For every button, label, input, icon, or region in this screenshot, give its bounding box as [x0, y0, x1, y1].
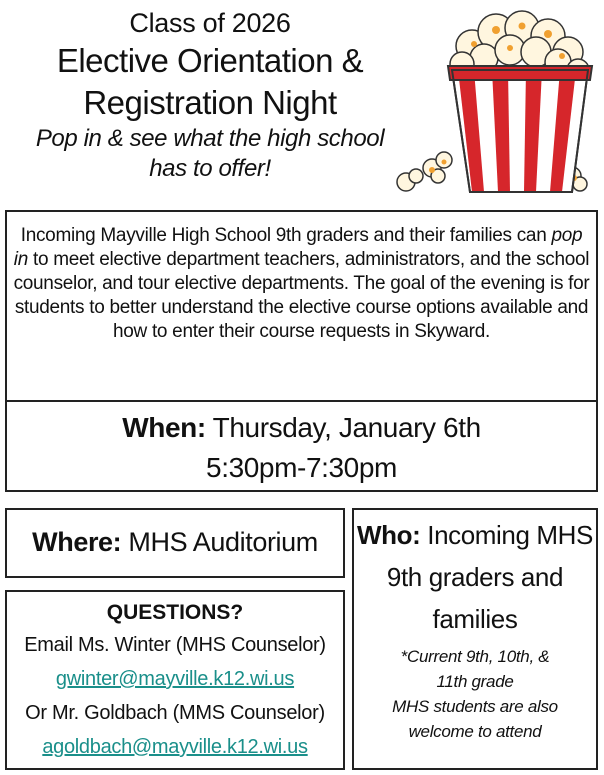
where-value: MHS Auditorium: [128, 527, 318, 557]
who-note: [354, 644, 596, 744]
popcorn-bucket-icon: [392, 0, 602, 200]
when-label: When:: [122, 412, 206, 443]
description-part1: Incoming Mayville High School 9th graders and their families can: [20, 225, 552, 246]
who-value-line2: 9th graders and: [386, 562, 564, 592]
where-line: [7, 510, 343, 574]
questions-box: [5, 590, 345, 770]
who-value-line3: families: [432, 604, 518, 634]
description-part2: to meet elective department teachers, administrators, and the school counselor, and tour elective departments. The goal of the evening is for students to better understand the elective course options available and how to enter their course requests in Skyward.: [13, 249, 590, 342]
who-value-line1: Incoming MHS: [427, 520, 593, 550]
questions-heading: QUESTIONS?: [106, 601, 244, 624]
event-description: [7, 212, 596, 344]
email-goldbach-link[interactable]: agoldbach@mayville.k12.wi.us: [42, 736, 308, 758]
event-header: [0, 6, 420, 184]
who-line1: [354, 514, 596, 556]
tagline-line1: Pop in & see what the high school: [35, 125, 385, 152]
who-note-line3: MHS students are also: [392, 697, 558, 716]
who-note-line1: *Current 9th, 10th, &: [400, 647, 550, 666]
class-year: Class of 2026: [129, 8, 291, 38]
who-main: [354, 510, 596, 640]
who-box: [352, 508, 598, 770]
when-date-line: [7, 402, 596, 448]
when-box: [5, 400, 598, 492]
when-time: 5:30pm-7:30pm: [206, 452, 397, 483]
event-title-line2: Registration Night: [83, 84, 337, 121]
description-emphasis: pop in: [13, 225, 583, 270]
who-note-line4: welcome to attend: [408, 722, 542, 741]
where-label: Where:: [32, 527, 122, 557]
tagline-line2: has to offer!: [149, 155, 271, 182]
email-winter-link[interactable]: gwinter@mayville.k12.wi.us: [55, 668, 295, 690]
who-label: Who:: [357, 520, 421, 550]
when-date: Thursday, January 6th: [212, 412, 481, 443]
contact-goldbach: Or Mr. Goldbach (MMS Counselor): [25, 702, 325, 724]
where-box: [5, 508, 345, 578]
event-title-line1: Elective Orientation &: [56, 42, 364, 79]
who-note-line2: 11th grade: [436, 672, 514, 691]
contact-winter: Email Ms. Winter (MHS Counselor): [24, 634, 326, 656]
description-box: [5, 210, 598, 402]
